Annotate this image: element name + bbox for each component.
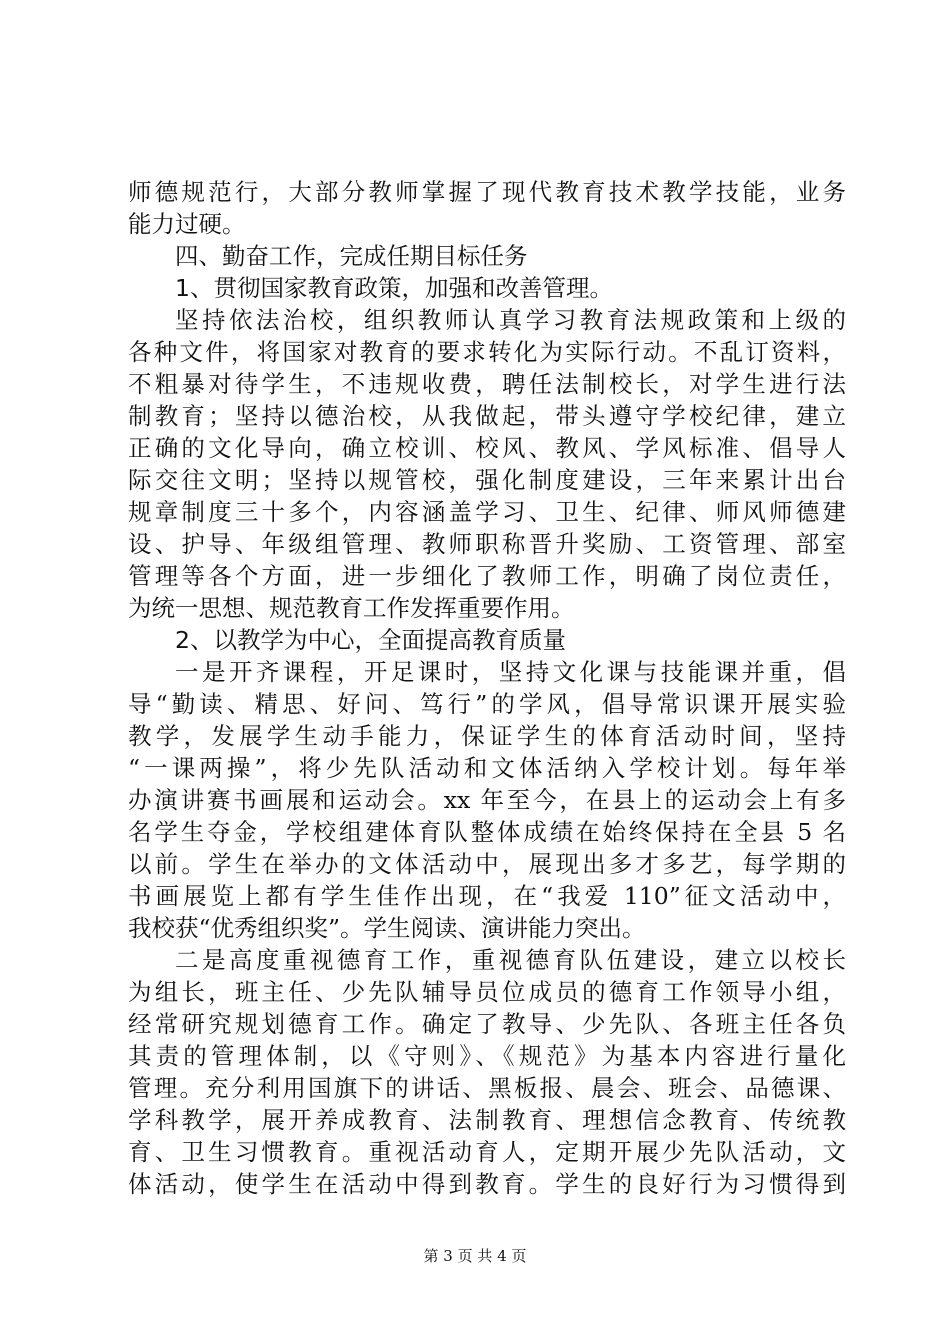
body-line: 为组长，班主任、少先队辅导员位成员的德育工作领导小组， xyxy=(128,978,846,1006)
body-line: 设、护导、年级组管理、教师职称晋升奖励、工资管理、部室 xyxy=(128,530,846,558)
body-line: “一课两操”，将少先队活动和文体活纳入学校计划。每年举 xyxy=(128,754,846,782)
body-line: 正确的文化导向，确立校训、校风、教风、学风标准、倡导人 xyxy=(128,434,846,462)
body-line: 制教育；坚持以德治校，从我做起，带头遵守学校纪律，建立 xyxy=(128,402,846,430)
body-line: 一是开齐课程，开足课时，坚持文化课与技能课并重，倡 xyxy=(175,658,846,686)
body-line: 体活动，使学生在活动中得到教育。学生的良好行为习惯得到 xyxy=(128,1170,846,1198)
body-line: 管理等各个方面，进一步细化了教师工作，明确了岗位责任， xyxy=(128,562,846,590)
body-line: 办演讲赛书画展和运动会。xx 年至今，在县上的运动会上有多 xyxy=(128,786,846,814)
body-line: 二是高度重视德育工作，重视德育队伍建设，建立以校长 xyxy=(175,946,846,974)
document-body xyxy=(128,176,846,1200)
page-number-footer: 第 3 页 共 4 页 xyxy=(423,1247,527,1265)
body-line: 坚持依法治校，组织教师认真学习教育法规政策和上级的 xyxy=(175,306,846,334)
body-line: 各种文件，将国家对教育的要求转化为实际行动。不乱订资料， xyxy=(128,338,846,366)
body-line: 以前。学生在举办的文体活动中，展现出多才多艺，每学期的 xyxy=(128,850,846,878)
body-line: 为统一思想、规范教育工作发挥重要作用。 xyxy=(128,594,575,622)
body-line: 经常研究规划德育工作。确定了教导、少先队、各班主任各负 xyxy=(128,1010,846,1038)
body-line: 我校获“优秀组织奖”。学生阅读、演讲能力突出。 xyxy=(128,914,646,942)
body-line: 名学生夺金，学校组建体育队整体成绩在始终保持在全县 5 名 xyxy=(128,818,846,846)
body-line: 不粗暴对待学生，不违规收费，聘任法制校长，对学生进行法 xyxy=(128,370,846,398)
body-line: 教学，发展学生动手能力，保证学生的体育活动时间，坚持 xyxy=(128,722,846,750)
subsection-heading: 2、以教学为中心，全面提高教育质量 xyxy=(175,626,566,654)
body-line: 师德规范行，大部分教师掌握了现代教育技术教学技能，业务 xyxy=(128,178,846,206)
subsection-heading: 1、贯彻国家教育政策，加强和改善管理。 xyxy=(175,274,613,302)
body-line: 管理。充分利用国旗下的讲话、黑板报、晨会、班会、品德课、 xyxy=(128,1074,846,1102)
body-line: 其责的管理体制，以《守则》、《规范》为基本内容进行量化 xyxy=(128,1042,846,1070)
body-line: 际交往文明；坚持以规管校，强化制度建设，三年来累计出台 xyxy=(128,466,846,494)
section-heading: 四、勤奋工作，完成任期目标任务 xyxy=(175,242,528,270)
body-line: 学科教学，展开养成教育、法制教育、理想信念教育、传统教 xyxy=(128,1106,846,1134)
body-line: 能力过硬。 xyxy=(128,210,246,238)
body-line: 导“勤读、精思、好问、笃行”的学风，倡导常识课开展实验 xyxy=(128,690,846,718)
body-line: 书画展览上都有学生佳作出现，在“我爱 110”征文活动中， xyxy=(128,882,846,910)
body-line: 育、卫生习惯教育。重视活动育人，定期开展少先队活动，文 xyxy=(128,1138,846,1166)
body-line: 规章制度三十多个，内容涵盖学习、卫生、纪律、师风师德建 xyxy=(128,498,846,526)
